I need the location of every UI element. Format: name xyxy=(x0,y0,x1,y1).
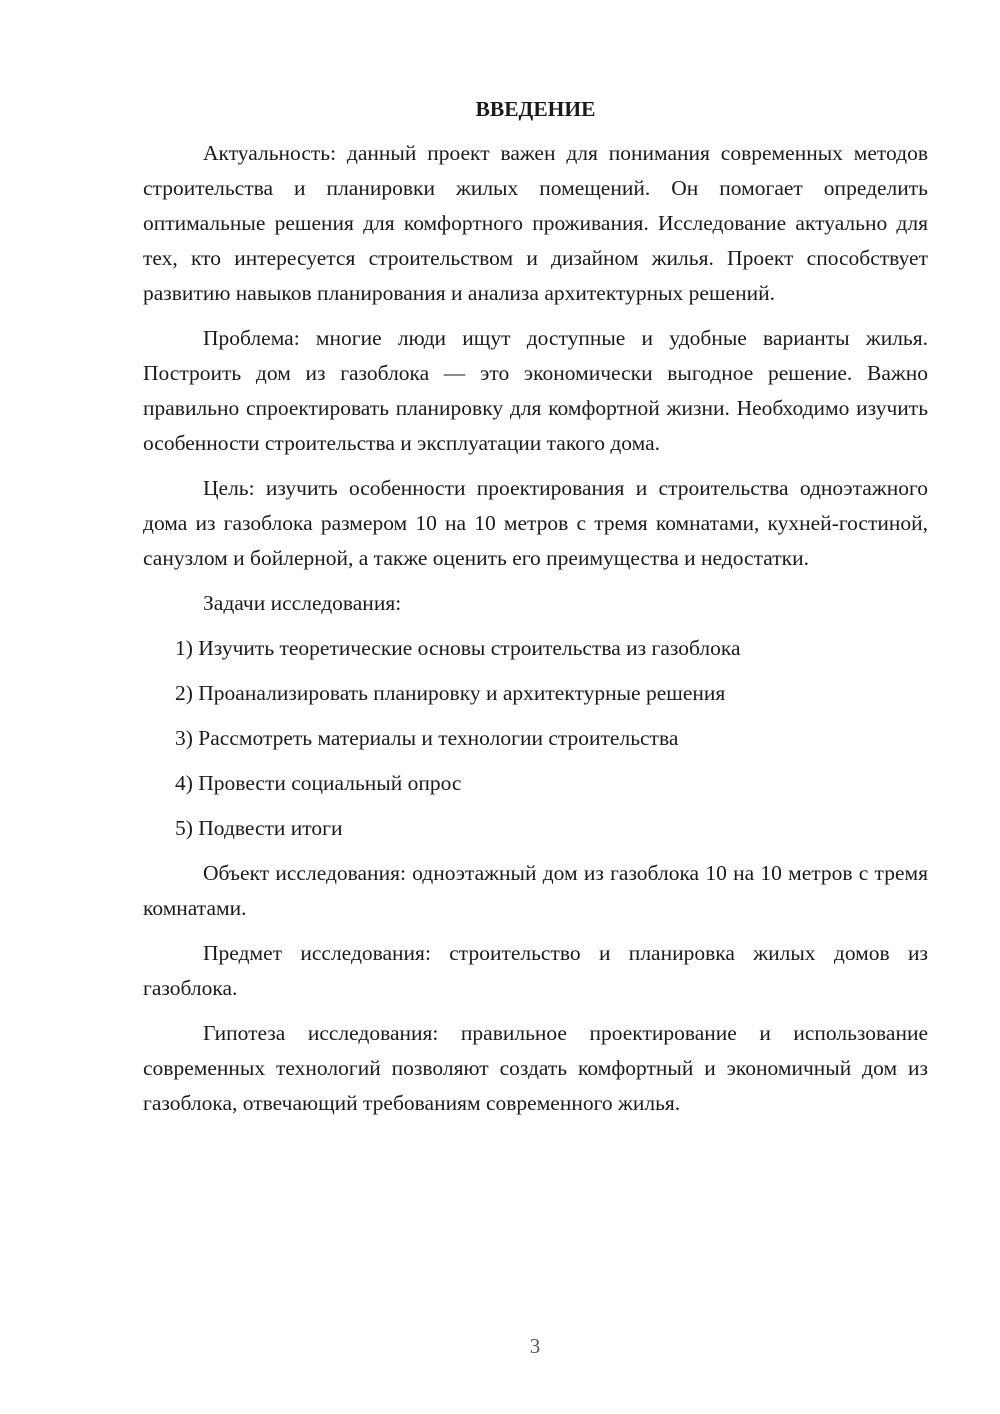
paragraph-problem: Проблема: многие люди ищут доступные и удобные варианты жилья. Построить дом из газоблока — это экономически выгодное решение. Важно правильно спроектировать планировку для комфортной жизни. Необходимо изучить особенности строительства и эксплуатации такого дома. xyxy=(143,326,928,455)
tasks-heading: Задачи исследования: xyxy=(203,591,402,615)
task-item: 2) Проанализировать планировку и архитектурные решения xyxy=(175,681,726,705)
page-number: 3 xyxy=(529,1334,541,1358)
paragraph-object: Объект исследования: одноэтажный дом из газоблока 10 на 10 метров с тремя комнатами. xyxy=(143,861,928,920)
paragraph-subject: Предмет исследования: строительство и планировка жилых домов из газоблока. xyxy=(143,941,928,1000)
task-list xyxy=(143,631,928,846)
task-item: 3) Рассмотреть материалы и технологии строительства xyxy=(175,726,679,750)
paragraph-relevance: Актуальность: данный проект важен для понимания современных методов строительства и планировки жилых помещений. Он помогает определить оптимальные решения для комфортного проживания. Исследование актуально для тех, кто интересуется строительством и дизайном жилья. Проект способствует развитию навыков планирования и анализа архитектурных решений. xyxy=(143,141,928,305)
paragraph-hypothesis: Гипотеза исследования: правильное проектирование и использование современных технологий позволяют создать комфортный и экономичный дом из газоблока, отвечающий требованиям современного жилья. xyxy=(143,1021,928,1115)
task-item: 5) Подвести итоги xyxy=(175,816,343,840)
task-item: 4) Провести социальный опрос xyxy=(175,771,462,795)
task-item: 1) Изучить теоретические основы строительства из газоблока xyxy=(175,636,741,660)
page-title: ВВЕДЕНИЕ xyxy=(475,97,596,121)
document-page xyxy=(143,92,928,1131)
paragraph-goal: Цель: изучить особенности проектирования и строительства одноэтажного дома из газоблока размером 10 на 10 метров с тремя комнатами, кухней-гостиной, санузлом и бойлерной, а также оценить его преимущества и недостатки. xyxy=(143,476,928,570)
